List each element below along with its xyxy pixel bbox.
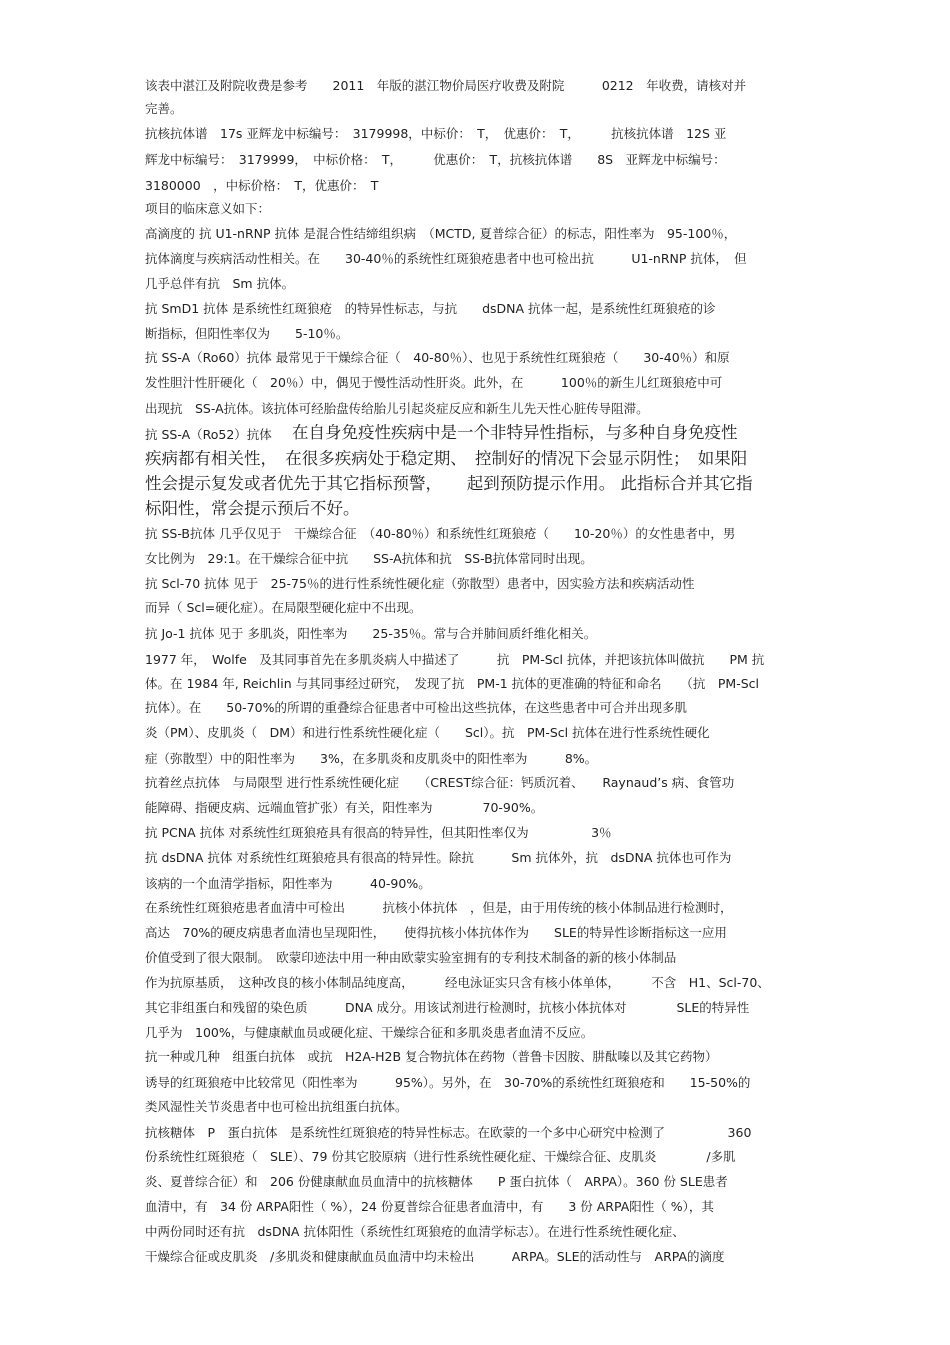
text-line: 抗核抗体谱 17s 亚辉龙中标编号： 3179998，中标价： T， 优惠价： T， 抗核抗体谱 12S 亚 [145, 126, 727, 141]
text-line: 诱导的红斑狼疮中比较常见（阳性率为 95%）。另外，在 30-70%的系统性红斑狼疮和 15-50%的 [145, 1075, 751, 1090]
text-line: 性会提示复发或者优先于其它指标预警， 起到预防提示作用。 此指标合并其它指 [145, 474, 753, 493]
text-line: 断指标，但阳性率仅为 5-10％。 [145, 326, 349, 341]
text-line: 疾病都有相关性， 在很多疾病处于稳定期、 控制好的情况下会显示阴性； 如果阳 [145, 449, 748, 468]
text-line: 中两份同时还有抗 dsDNA 抗体阳性（系统性红斑狼疮的血清学标志）。在进行性系统性硬化症、 [145, 1224, 685, 1239]
text-line: 抗核糖体 P 蛋白抗体 是系统性红斑狼疮的特异性标志。在欧蒙的一个多中心研究中检测了 360 [145, 1125, 752, 1140]
text-line: 体。在 1984 年, Reichlin 与其同事经过研究， 发现了抗 PM-1 抗体的更准确的特征和命名 （抗 PM-Scl [145, 676, 760, 691]
text-line: 干燥综合征或皮肌炎 /多肌炎和健康献血员血清中均未检出 ARPA。SLE的活动性与 ARPA的滴度 [145, 1249, 725, 1264]
text-line: 抗 dsDNA 抗体 对系统性红斑狼疮具有很高的特异性。除抗 Sm 抗体外，抗 dsDNA 抗体也可作为 [145, 850, 732, 865]
text-line: 类风湿性关节炎患者中也可检出抗组蛋白抗体。 [145, 1099, 408, 1114]
text-line: 该表中湛江及附院收费是参考 2011 年版的湛江物价局医疗收费及附院 0212 年收费，请核对并 [145, 78, 747, 93]
text-line: 抗着丝点抗体 与局限型 进行性系统性硬化症 （CREST综合征：钙质沉着、 Raynaud’s 病、食管功 [145, 775, 735, 790]
text-line: 3180000 ，中标价格： T，优惠价： T [145, 178, 379, 193]
text-line: 出现抗 SS-A抗体。该抗体可经胎盘传给胎儿引起炎症反应和新生儿先天性心脏传导阻滞。 [145, 401, 649, 416]
text-line: 血清中，有 34 份 ARPA阳性（ %），24 份夏普综合征患者血清中，有 3 份 ARPA阳性（ %），其 [145, 1199, 714, 1214]
text-line: 抗一种或几种 组蛋白抗体 或抗 H2A-H2B 复合物抗体在药物（普鲁卡因胺、肼酞嗪以及其它药物） [145, 1049, 718, 1064]
text-line: 抗 PCNA 抗体 对系统性红斑狼疮具有很高的特异性，但其阳性率仅为 3％ [145, 825, 612, 840]
text-line: 项目的临床意义如下： [145, 201, 271, 216]
text-line: 在自身免疫性疾病中是一个非特异性指标，与多种自身免疫性 [292, 423, 738, 442]
text-line: 发性胆汁性肝硬化（ 20％）中，偶见于慢性活动性肝炎。此外，在 100％的新生儿红斑狼疮中可 [145, 375, 723, 390]
text-line: 完善。 [145, 101, 183, 116]
text-line: 炎（PM）、皮肌炎（ DM）和进行性系统性硬化症（ Scl）。抗 PM-Scl 抗体在进行性系统性硬化 [145, 725, 710, 740]
text-line: 几乎总伴有抗 Sm 抗体。 [145, 276, 295, 291]
text-line: 抗体滴度与疾病活动性相关。在 30-40％的系统性红斑狼疮患者中也可检出抗 U1-nRNP 抗体， 但 [145, 251, 747, 266]
text-line: 几乎为 100%，与健康献血员或硬化症、干燥综合征和多肌炎患者血清不反应。 [145, 1025, 594, 1040]
text-line: 1977 年， Wolfe 及其同事首先在多肌炎病人中描述了 抗 PM-Scl 抗体，并把该抗体叫做抗 PM 抗 [145, 652, 765, 667]
text-line: 辉龙中标编号： 3179999， 中标价格： T， 优惠价： T，抗核抗体谱 8S 亚辉龙中标编号： [145, 152, 726, 167]
text-line: 份系统性红斑狼疮（ SLE）、79 份其它胶原病（进行性系统性硬化症、干燥综合征、皮肌炎 /多肌 [145, 1149, 736, 1164]
text-line: 抗 SS-B抗体 几乎仅见于 干燥综合征 （40-80％）和系统性红斑狼疮（ 10-20％）的女性患者中，男 [145, 526, 736, 541]
text-line: 抗 Jo-1 抗体 见于 多肌炎，阳性率为 25-35％。常与合并肺间质纤维化相关。 [145, 626, 597, 641]
text-line: 能障碍、指硬皮病、远端血管扩张）有关，阳性率为 70-90%。 [145, 800, 544, 815]
text-line: 女比例为 29:1。在干燥综合征中抗 SS-A抗体和抗 SS-B抗体常同时出现。 [145, 551, 593, 566]
text-line: 该病的一个血清学指标，阳性率为 40-90%。 [145, 876, 431, 891]
text-line: 抗 SS-A（Ro60）抗体 最常见于干燥综合征（ 40-80％）、也见于系统性红斑狼疮（ 30-40％）和原 [145, 350, 730, 365]
text-line: 价值受到了很大限制。 欧蒙印迹法中用一种由欧蒙实验室拥有的专利技术制备的新的核小体制品 [145, 950, 677, 965]
text-line: 作为抗原基质， 这种改良的核小体制品纯度高， 经电泳证实只含有核小体单体， 不含 H1、Scl-70、 [145, 975, 770, 990]
text-line: 抗 Scl-70 抗体 见于 25-75％的进行性系统性硬化症（弥散型）患者中，因实验方法和疾病活动性 [145, 576, 695, 591]
text-line: 高滴度的 抗 U1-nRNP 抗体 是混合性结缔组织病 （MCTD, 夏普综合征）的标志，阳性率为 95-100％， [145, 226, 737, 241]
text-line: 抗 SS-A（Ro52）抗体 [145, 427, 272, 442]
text-line: 高达 70%的硬皮病患者血清也呈现阳性， 使得抗核小体抗体作为 SLE的特异性诊断指标这一应用 [145, 925, 727, 940]
text-line: 其它非组蛋白和残留的染色质 DNA 成分。用该试剂进行检测时，抗核小体抗体对 SLE的特异性 [145, 1000, 750, 1015]
text-line: 抗 SmD1 抗体 是系统性红斑狼疮 的特异性标志，与抗 dsDNA 抗体一起，是系统性红斑狼疮的诊 [145, 301, 716, 316]
text-line: 而异（ Scl=硬化症）。在局限型硬化症中不出现。 [145, 600, 422, 615]
text-line: 抗体）。在 50-70%的所谓的重叠综合征患者中可检出这些抗体，在这些患者中可合并出现多肌 [145, 700, 687, 715]
text-line: 症（弥散型）中的阳性率为 3%，在多肌炎和皮肌炎中的阳性率为 8%。 [145, 751, 598, 766]
text-line: 在系统性红斑狼疮患者血清中可检出 抗核小体抗体 ，但是，由于用传统的核小体制品进行检测时， [145, 900, 733, 915]
text-line: 标阳性，常会提示预后不好。 [145, 499, 360, 518]
text-line: 炎、夏普综合征）和 206 份健康献血员血清中的抗核糖体 P 蛋白抗体（ ARPA）。360 份 SLE患者 [145, 1174, 728, 1189]
